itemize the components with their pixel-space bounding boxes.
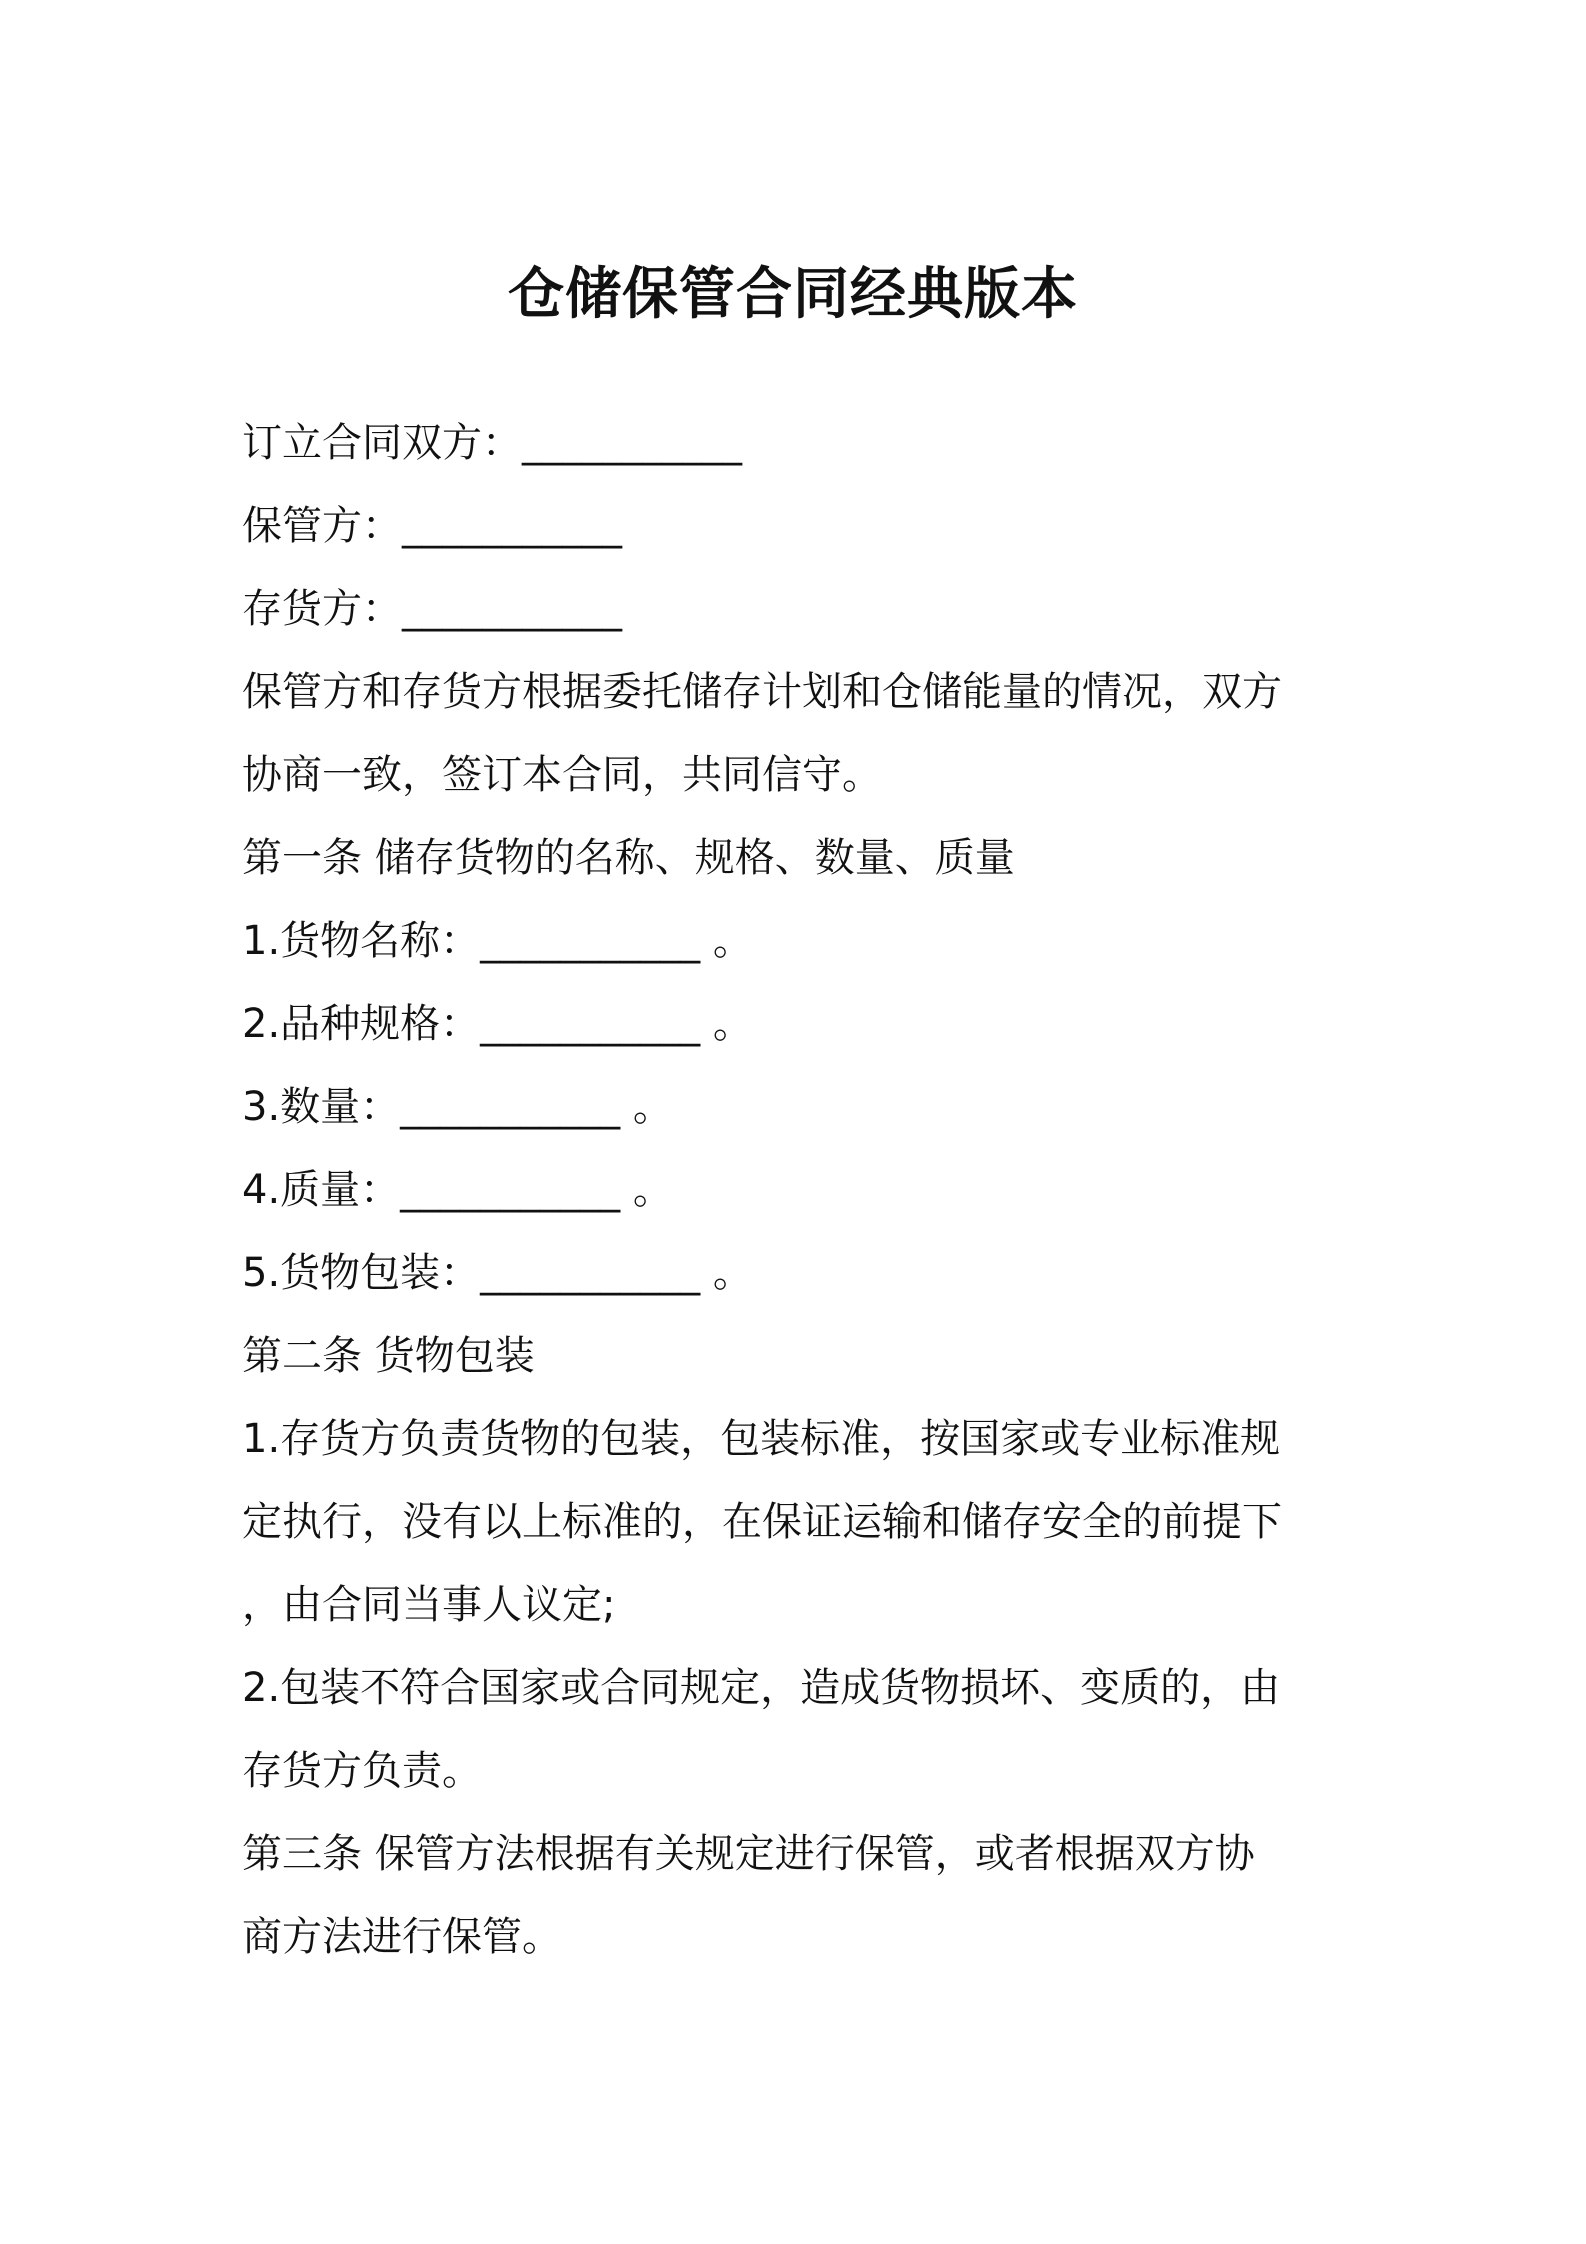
article-1-heading: 第一条 储存货物的名称、规格、数量、质量 (242, 835, 1015, 881)
document-body (242, 402, 1362, 1979)
quantity-line: 3.数量：___________ 。 (242, 1084, 673, 1130)
article-2-item-2-line-1: 2.包装不符合国家或合同规定，造成货物损坏、变质的，由 (242, 1665, 1281, 1711)
article-2-item-2-line-2: 存货方负责。 (242, 1748, 482, 1794)
quality-line: 4.质量：___________ 。 (242, 1167, 673, 1213)
goods-spec-line: 2.品种规格：___________ 。 (242, 1001, 753, 1047)
custodian-line: 保管方：___________ (242, 503, 622, 549)
article-2-item-1-line-1: 1.存货方负责货物的包装，包装标准，按国家或专业标准规 (242, 1416, 1281, 1462)
article-3-line-1: 第三条 保管方法根据有关规定进行保管，或者根据双方协 (242, 1831, 1255, 1877)
goods-name-line: 1.货物名称：___________ 。 (242, 918, 753, 964)
article-2-heading: 第二条 货物包装 (242, 1333, 535, 1379)
preamble-line-2: 协商一致，签订本合同，共同信守。 (242, 752, 882, 798)
article-2-item-1-line-3: ，由合同当事人议定; (242, 1582, 616, 1628)
article-2-item-1-line-2: 定执行，没有以上标准的，在保证运输和储存安全的前提下 (242, 1499, 1282, 1545)
preamble-line-1: 保管方和存货方根据委托储存计划和仓储能量的情况，双方 (242, 669, 1282, 715)
depositor-line: 存货方：___________ (242, 586, 622, 632)
packaging-line: 5.货物包装：___________ 。 (242, 1250, 753, 1296)
contracting-parties-line: 订立合同双方：___________ (242, 420, 742, 466)
article-3-line-2: 商方法进行保管。 (242, 1914, 562, 1960)
document-title: 仓储保管合同经典版本 (508, 262, 1078, 327)
